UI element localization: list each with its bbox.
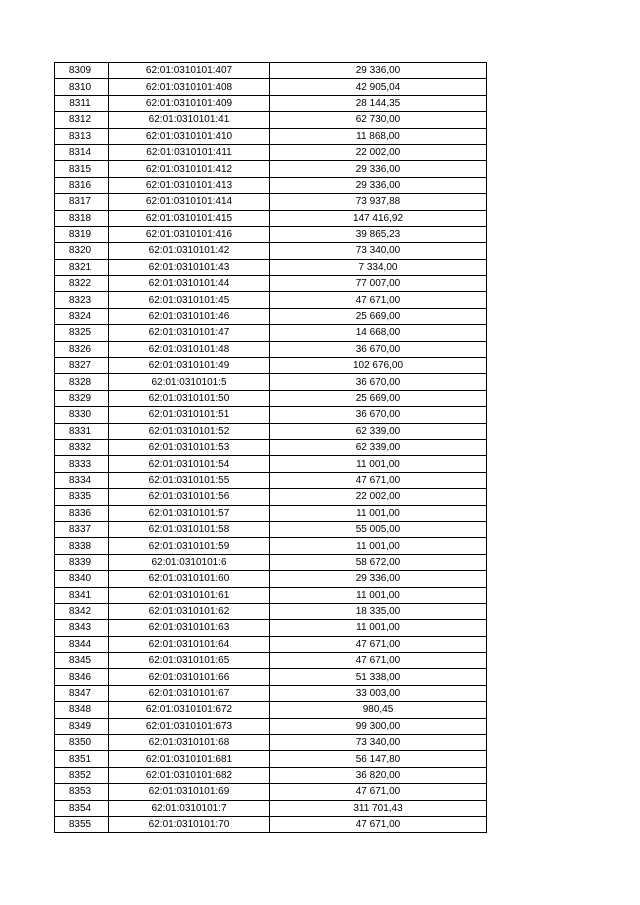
table-row bbox=[55, 521, 487, 537]
cadastral-number-cell: 62:01:0310101:47 bbox=[109, 325, 270, 341]
cadastral-number-cell: 62:01:0310101:408 bbox=[109, 79, 270, 95]
row-number-cell: 8338 bbox=[55, 538, 109, 554]
cadastral-number-cell: 62:01:0310101:58 bbox=[109, 521, 270, 537]
cadastral-value-cell: 11 868,00 bbox=[270, 128, 487, 144]
cadastral-number-cell: 62:01:0310101:70 bbox=[109, 816, 270, 832]
cadastral-number-cell: 62:01:0310101:46 bbox=[109, 308, 270, 324]
cadastral-number-cell: 62:01:0310101:6 bbox=[109, 554, 270, 570]
table-row bbox=[55, 358, 487, 374]
row-number-cell: 8330 bbox=[55, 407, 109, 423]
cadastral-number-cell: 62:01:0310101:64 bbox=[109, 636, 270, 652]
row-number-cell: 8329 bbox=[55, 390, 109, 406]
table-row bbox=[55, 63, 487, 79]
cadastral-number-cell: 62:01:0310101:49 bbox=[109, 358, 270, 374]
cadastral-number-cell: 62:01:0310101:56 bbox=[109, 489, 270, 505]
cadastral-number-cell: 62:01:0310101:51 bbox=[109, 407, 270, 423]
cadastral-value-cell: 77 007,00 bbox=[270, 276, 487, 292]
row-number-cell: 8335 bbox=[55, 489, 109, 505]
cadastral-value-cell: 73 340,00 bbox=[270, 243, 487, 259]
cadastral-value-cell: 11 001,00 bbox=[270, 505, 487, 521]
cadastral-number-cell: 62:01:0310101:5 bbox=[109, 374, 270, 390]
cadastral-value-cell: 29 336,00 bbox=[270, 63, 487, 79]
cadastral-number-cell: 62:01:0310101:44 bbox=[109, 276, 270, 292]
table-row bbox=[55, 751, 487, 767]
table-row bbox=[55, 161, 487, 177]
row-number-cell: 8348 bbox=[55, 702, 109, 718]
cadastral-value-cell: 29 336,00 bbox=[270, 571, 487, 587]
table-row bbox=[55, 194, 487, 210]
cadastral-number-cell: 62:01:0310101:60 bbox=[109, 571, 270, 587]
table-row bbox=[55, 341, 487, 357]
row-number-cell: 8344 bbox=[55, 636, 109, 652]
cadastral-value-cell: 29 336,00 bbox=[270, 161, 487, 177]
table-row bbox=[55, 456, 487, 472]
table-row bbox=[55, 816, 487, 832]
row-number-cell: 8337 bbox=[55, 521, 109, 537]
table-row bbox=[55, 702, 487, 718]
table-row bbox=[55, 439, 487, 455]
table-row bbox=[55, 669, 487, 685]
row-number-cell: 8331 bbox=[55, 423, 109, 439]
table-row bbox=[55, 210, 487, 226]
table-row bbox=[55, 472, 487, 488]
table-row bbox=[55, 505, 487, 521]
cadastral-value-cell: 36 670,00 bbox=[270, 341, 487, 357]
cadastral-number-cell: 62:01:0310101:68 bbox=[109, 735, 270, 751]
table-row bbox=[55, 423, 487, 439]
cadastral-number-cell: 62:01:0310101:62 bbox=[109, 603, 270, 619]
cadastral-number-cell: 62:01:0310101:411 bbox=[109, 144, 270, 160]
row-number-cell: 8355 bbox=[55, 816, 109, 832]
table-row bbox=[55, 784, 487, 800]
row-number-cell: 8316 bbox=[55, 177, 109, 193]
table-row bbox=[55, 112, 487, 128]
table-row bbox=[55, 620, 487, 636]
cadastral-number-cell: 62:01:0310101:43 bbox=[109, 259, 270, 275]
table-row bbox=[55, 276, 487, 292]
cadastral-value-cell: 28 144,35 bbox=[270, 95, 487, 111]
cadastral-number-cell: 62:01:0310101:50 bbox=[109, 390, 270, 406]
table-row bbox=[55, 603, 487, 619]
cadastral-value-cell: 29 336,00 bbox=[270, 177, 487, 193]
table-row bbox=[55, 95, 487, 111]
row-number-cell: 8340 bbox=[55, 571, 109, 587]
row-number-cell: 8343 bbox=[55, 620, 109, 636]
row-number-cell: 8320 bbox=[55, 243, 109, 259]
cadastral-value-table bbox=[54, 62, 487, 833]
table-row bbox=[55, 325, 487, 341]
cadastral-number-cell: 62:01:0310101:672 bbox=[109, 702, 270, 718]
cadastral-value-cell: 62 339,00 bbox=[270, 439, 487, 455]
cadastral-number-cell: 62:01:0310101:682 bbox=[109, 767, 270, 783]
cadastral-number-cell: 62:01:0310101:42 bbox=[109, 243, 270, 259]
cadastral-value-cell: 11 001,00 bbox=[270, 538, 487, 554]
cadastral-value-cell: 980,45 bbox=[270, 702, 487, 718]
cadastral-number-cell: 62:01:0310101:53 bbox=[109, 439, 270, 455]
row-number-cell: 8311 bbox=[55, 95, 109, 111]
table-row bbox=[55, 587, 487, 603]
cadastral-value-cell: 47 671,00 bbox=[270, 636, 487, 652]
cadastral-value-cell: 25 669,00 bbox=[270, 390, 487, 406]
cadastral-value-cell: 62 339,00 bbox=[270, 423, 487, 439]
table-row bbox=[55, 653, 487, 669]
table-row bbox=[55, 390, 487, 406]
table-row bbox=[55, 538, 487, 554]
cadastral-value-cell: 18 335,00 bbox=[270, 603, 487, 619]
cadastral-number-cell: 62:01:0310101:409 bbox=[109, 95, 270, 111]
row-number-cell: 8349 bbox=[55, 718, 109, 734]
cadastral-value-cell: 11 001,00 bbox=[270, 620, 487, 636]
cadastral-number-cell: 62:01:0310101:69 bbox=[109, 784, 270, 800]
table-row bbox=[55, 489, 487, 505]
cadastral-number-cell: 62:01:0310101:67 bbox=[109, 685, 270, 701]
row-number-cell: 8319 bbox=[55, 226, 109, 242]
row-number-cell: 8342 bbox=[55, 603, 109, 619]
cadastral-number-cell: 62:01:0310101:673 bbox=[109, 718, 270, 734]
row-number-cell: 8339 bbox=[55, 554, 109, 570]
row-number-cell: 8341 bbox=[55, 587, 109, 603]
row-number-cell: 8333 bbox=[55, 456, 109, 472]
cadastral-number-cell: 62:01:0310101:415 bbox=[109, 210, 270, 226]
cadastral-value-cell: 11 001,00 bbox=[270, 456, 487, 472]
cadastral-value-cell: 147 416,92 bbox=[270, 210, 487, 226]
table-row bbox=[55, 800, 487, 816]
table-row bbox=[55, 685, 487, 701]
row-number-cell: 8318 bbox=[55, 210, 109, 226]
table-row bbox=[55, 636, 487, 652]
table-row bbox=[55, 144, 487, 160]
table-row bbox=[55, 243, 487, 259]
table-row bbox=[55, 292, 487, 308]
cadastral-number-cell: 62:01:0310101:416 bbox=[109, 226, 270, 242]
cadastral-value-cell: 73 937,88 bbox=[270, 194, 487, 210]
row-number-cell: 8322 bbox=[55, 276, 109, 292]
cadastral-value-cell: 22 002,00 bbox=[270, 144, 487, 160]
row-number-cell: 8323 bbox=[55, 292, 109, 308]
cadastral-number-cell: 62:01:0310101:65 bbox=[109, 653, 270, 669]
table-row bbox=[55, 79, 487, 95]
cadastral-number-cell: 62:01:0310101:55 bbox=[109, 472, 270, 488]
row-number-cell: 8327 bbox=[55, 358, 109, 374]
row-number-cell: 8310 bbox=[55, 79, 109, 95]
cadastral-value-cell: 33 003,00 bbox=[270, 685, 487, 701]
cadastral-value-cell: 56 147,80 bbox=[270, 751, 487, 767]
cadastral-value-cell: 47 671,00 bbox=[270, 292, 487, 308]
row-number-cell: 8351 bbox=[55, 751, 109, 767]
row-number-cell: 8317 bbox=[55, 194, 109, 210]
cadastral-value-cell: 36 670,00 bbox=[270, 407, 487, 423]
row-number-cell: 8313 bbox=[55, 128, 109, 144]
table-row bbox=[55, 767, 487, 783]
cadastral-value-cell: 47 671,00 bbox=[270, 784, 487, 800]
cadastral-number-cell: 62:01:0310101:52 bbox=[109, 423, 270, 439]
table-row bbox=[55, 571, 487, 587]
row-number-cell: 8345 bbox=[55, 653, 109, 669]
row-number-cell: 8347 bbox=[55, 685, 109, 701]
cadastral-number-cell: 62:01:0310101:45 bbox=[109, 292, 270, 308]
cadastral-value-cell: 62 730,00 bbox=[270, 112, 487, 128]
cadastral-number-cell: 62:01:0310101:412 bbox=[109, 161, 270, 177]
cadastral-number-cell: 62:01:0310101:61 bbox=[109, 587, 270, 603]
cadastral-value-cell: 14 668,00 bbox=[270, 325, 487, 341]
cadastral-number-cell: 62:01:0310101:57 bbox=[109, 505, 270, 521]
cadastral-value-cell: 7 334,00 bbox=[270, 259, 487, 275]
cadastral-number-cell: 62:01:0310101:413 bbox=[109, 177, 270, 193]
cadastral-number-cell: 62:01:0310101:681 bbox=[109, 751, 270, 767]
cadastral-number-cell: 62:01:0310101:66 bbox=[109, 669, 270, 685]
cadastral-value-cell: 58 672,00 bbox=[270, 554, 487, 570]
cadastral-value-cell: 311 701,43 bbox=[270, 800, 487, 816]
cadastral-number-cell: 62:01:0310101:59 bbox=[109, 538, 270, 554]
cadastral-value-cell: 102 676,00 bbox=[270, 358, 487, 374]
cadastral-number-cell: 62:01:0310101:407 bbox=[109, 63, 270, 79]
table-body bbox=[55, 63, 487, 833]
cadastral-value-cell: 39 865,23 bbox=[270, 226, 487, 242]
cadastral-value-cell: 36 670,00 bbox=[270, 374, 487, 390]
cadastral-value-cell: 36 820,00 bbox=[270, 767, 487, 783]
row-number-cell: 8328 bbox=[55, 374, 109, 390]
cadastral-value-cell: 11 001,00 bbox=[270, 587, 487, 603]
row-number-cell: 8325 bbox=[55, 325, 109, 341]
row-number-cell: 8332 bbox=[55, 439, 109, 455]
cadastral-number-cell: 62:01:0310101:7 bbox=[109, 800, 270, 816]
table-row bbox=[55, 308, 487, 324]
table-row bbox=[55, 226, 487, 242]
cadastral-number-cell: 62:01:0310101:410 bbox=[109, 128, 270, 144]
row-number-cell: 8350 bbox=[55, 735, 109, 751]
row-number-cell: 8346 bbox=[55, 669, 109, 685]
cadastral-value-cell: 99 300,00 bbox=[270, 718, 487, 734]
cadastral-value-cell: 25 669,00 bbox=[270, 308, 487, 324]
cadastral-number-cell: 62:01:0310101:54 bbox=[109, 456, 270, 472]
cadastral-value-cell: 22 002,00 bbox=[270, 489, 487, 505]
cadastral-value-cell: 47 671,00 bbox=[270, 816, 487, 832]
table-row bbox=[55, 554, 487, 570]
row-number-cell: 8315 bbox=[55, 161, 109, 177]
row-number-cell: 8354 bbox=[55, 800, 109, 816]
row-number-cell: 8352 bbox=[55, 767, 109, 783]
row-number-cell: 8309 bbox=[55, 63, 109, 79]
cadastral-value-cell: 42 905,04 bbox=[270, 79, 487, 95]
table-row bbox=[55, 259, 487, 275]
cadastral-number-cell: 62:01:0310101:414 bbox=[109, 194, 270, 210]
row-number-cell: 8334 bbox=[55, 472, 109, 488]
cadastral-number-cell: 62:01:0310101:63 bbox=[109, 620, 270, 636]
row-number-cell: 8336 bbox=[55, 505, 109, 521]
cadastral-value-cell: 55 005,00 bbox=[270, 521, 487, 537]
table-row bbox=[55, 128, 487, 144]
cadastral-number-cell: 62:01:0310101:41 bbox=[109, 112, 270, 128]
table-row bbox=[55, 735, 487, 751]
row-number-cell: 8353 bbox=[55, 784, 109, 800]
cadastral-value-cell: 47 671,00 bbox=[270, 472, 487, 488]
row-number-cell: 8324 bbox=[55, 308, 109, 324]
cadastral-value-cell: 73 340,00 bbox=[270, 735, 487, 751]
cadastral-value-cell: 47 671,00 bbox=[270, 653, 487, 669]
row-number-cell: 8321 bbox=[55, 259, 109, 275]
row-number-cell: 8314 bbox=[55, 144, 109, 160]
cadastral-value-cell: 51 338,00 bbox=[270, 669, 487, 685]
cadastral-number-cell: 62:01:0310101:48 bbox=[109, 341, 270, 357]
table-row bbox=[55, 177, 487, 193]
table-row bbox=[55, 407, 487, 423]
row-number-cell: 8312 bbox=[55, 112, 109, 128]
table-row bbox=[55, 718, 487, 734]
table-row bbox=[55, 374, 487, 390]
row-number-cell: 8326 bbox=[55, 341, 109, 357]
